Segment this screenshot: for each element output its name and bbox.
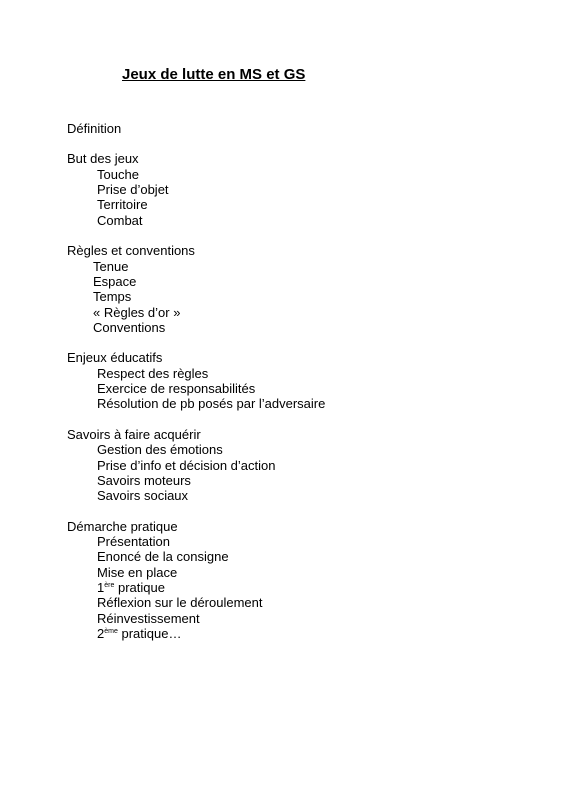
list-item [97,580,165,595]
list-item: Prise d’objet [97,182,169,197]
section-heading-demarche: Démarche pratique [67,519,178,534]
list-item: Savoirs moteurs [97,473,191,488]
list-item: Combat [97,213,143,228]
list-item: Tenue [93,259,129,274]
section-heading-savoirs: Savoirs à faire acquérir [67,427,201,442]
section-heading-regles: Règles et conventions [67,243,195,258]
list-item [97,626,181,641]
ordinal-number: 2 [97,626,105,641]
list-item: Touche [97,167,139,182]
list-item: Conventions [93,320,166,335]
list-item: Exercice de responsabilités [97,381,256,396]
list-item: Respect des règles [97,366,209,381]
list-item: « Règles d’or » [93,305,181,320]
list-item: Présentation [97,534,170,549]
list-item-text: pratique [114,580,165,595]
section-heading-enjeux: Enjeux éducatifs [67,350,163,365]
list-item: Territoire [97,197,148,212]
ordinal-suffix: ème [104,628,118,635]
list-item: Réflexion sur le déroulement [97,595,263,610]
list-item: Résolution de pb posés par l’adversaire [97,396,326,411]
list-item: Temps [93,289,132,304]
list-item: Espace [93,274,137,289]
list-item-text: pratique… [117,626,182,641]
list-item: Enoncé de la consigne [97,549,229,564]
section-heading-definition: Définition [67,121,122,136]
list-item: Mise en place [97,565,178,580]
list-item: Prise d’info et décision d’action [97,458,276,473]
list-item: Savoirs sociaux [97,488,189,503]
list-item: Réinvestissement [97,611,200,626]
section-heading-but: But des jeux [67,151,139,166]
document-title: Jeux de lutte en MS et GS [122,66,306,83]
list-item: Gestion des émotions [97,442,223,457]
ordinal-suffix: ère [104,582,115,589]
ordinal-number: 1 [97,580,105,595]
